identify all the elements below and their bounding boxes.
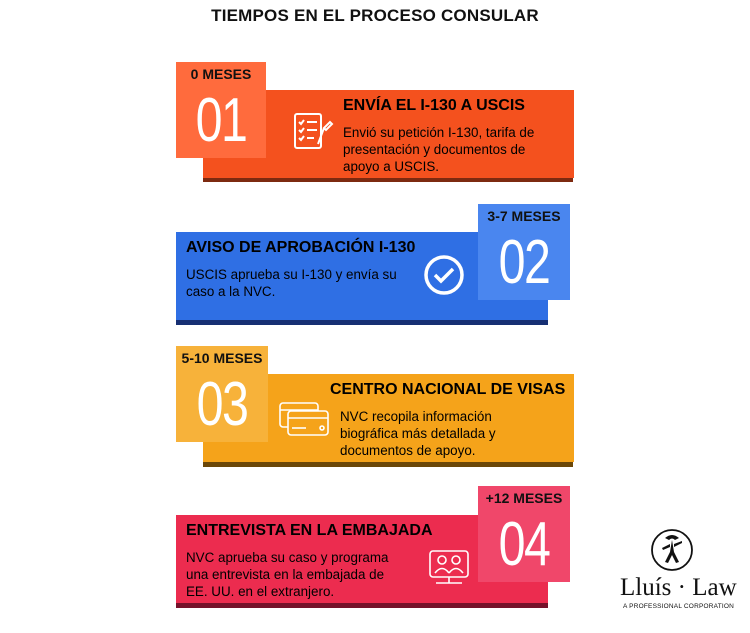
step-description [343, 124, 563, 175]
logo-emblem-icon [651, 528, 693, 577]
desc-line: documentos de apoyo. [340, 443, 476, 458]
check-circle-icon [422, 253, 466, 302]
step-number-box [176, 346, 268, 442]
interview-icon [426, 547, 472, 594]
desc-line: USCIS aprueba su I-130 y envía su [186, 267, 397, 282]
step-time-badge: 0 MESES [190, 66, 252, 82]
step-title: ENTREVISTA EN LA EMBAJADA [186, 522, 433, 539]
credit-cards-icon [278, 399, 330, 444]
step-description [340, 408, 560, 459]
step-title: CENTRO NACIONAL DE VISAS [330, 381, 566, 398]
desc-line: NVC aprueba su caso y programa [186, 550, 389, 565]
step-number-box [478, 204, 570, 300]
logo-wordmark: Lluís · Law [620, 574, 737, 601]
step-time-badge: 3-7 MESES [487, 208, 561, 224]
step-number: 02 [498, 228, 550, 297]
step-number: 03 [196, 370, 248, 439]
step-number-box [176, 62, 266, 158]
desc-line: caso a la NVC. [186, 284, 276, 299]
step-time-badge: +12 MESES [485, 490, 563, 506]
step-description [186, 266, 416, 300]
desc-line: EE. UU. en el extranjero. [186, 584, 335, 599]
step-number: 04 [498, 510, 550, 579]
desc-line: presentación y documentos de [343, 142, 526, 157]
desc-line: una entrevista en la embajada de [186, 567, 385, 582]
step-title: ENVÍA EL I-130 A USCIS [343, 97, 525, 114]
logo-tagline: A PROFESSIONAL CORPORATION [623, 603, 735, 610]
desc-line: biográfica más detallada y [340, 426, 496, 441]
step-title: AVISO DE APROBACIÓN I-130 [186, 239, 416, 256]
desc-line: Envió su petición I-130, tarifa de [343, 125, 535, 140]
desc-line: NVC recopila información [340, 409, 492, 424]
step-time-badge: 5-10 MESES [181, 350, 263, 366]
step-description [186, 549, 421, 600]
checklist-icon [290, 110, 334, 159]
step-number-box [478, 486, 570, 582]
step-number: 01 [195, 86, 247, 155]
desc-line: apoyo a USCIS. [343, 159, 440, 174]
page-title: TIEMPOS EN EL PROCESO CONSULAR [211, 6, 539, 25]
